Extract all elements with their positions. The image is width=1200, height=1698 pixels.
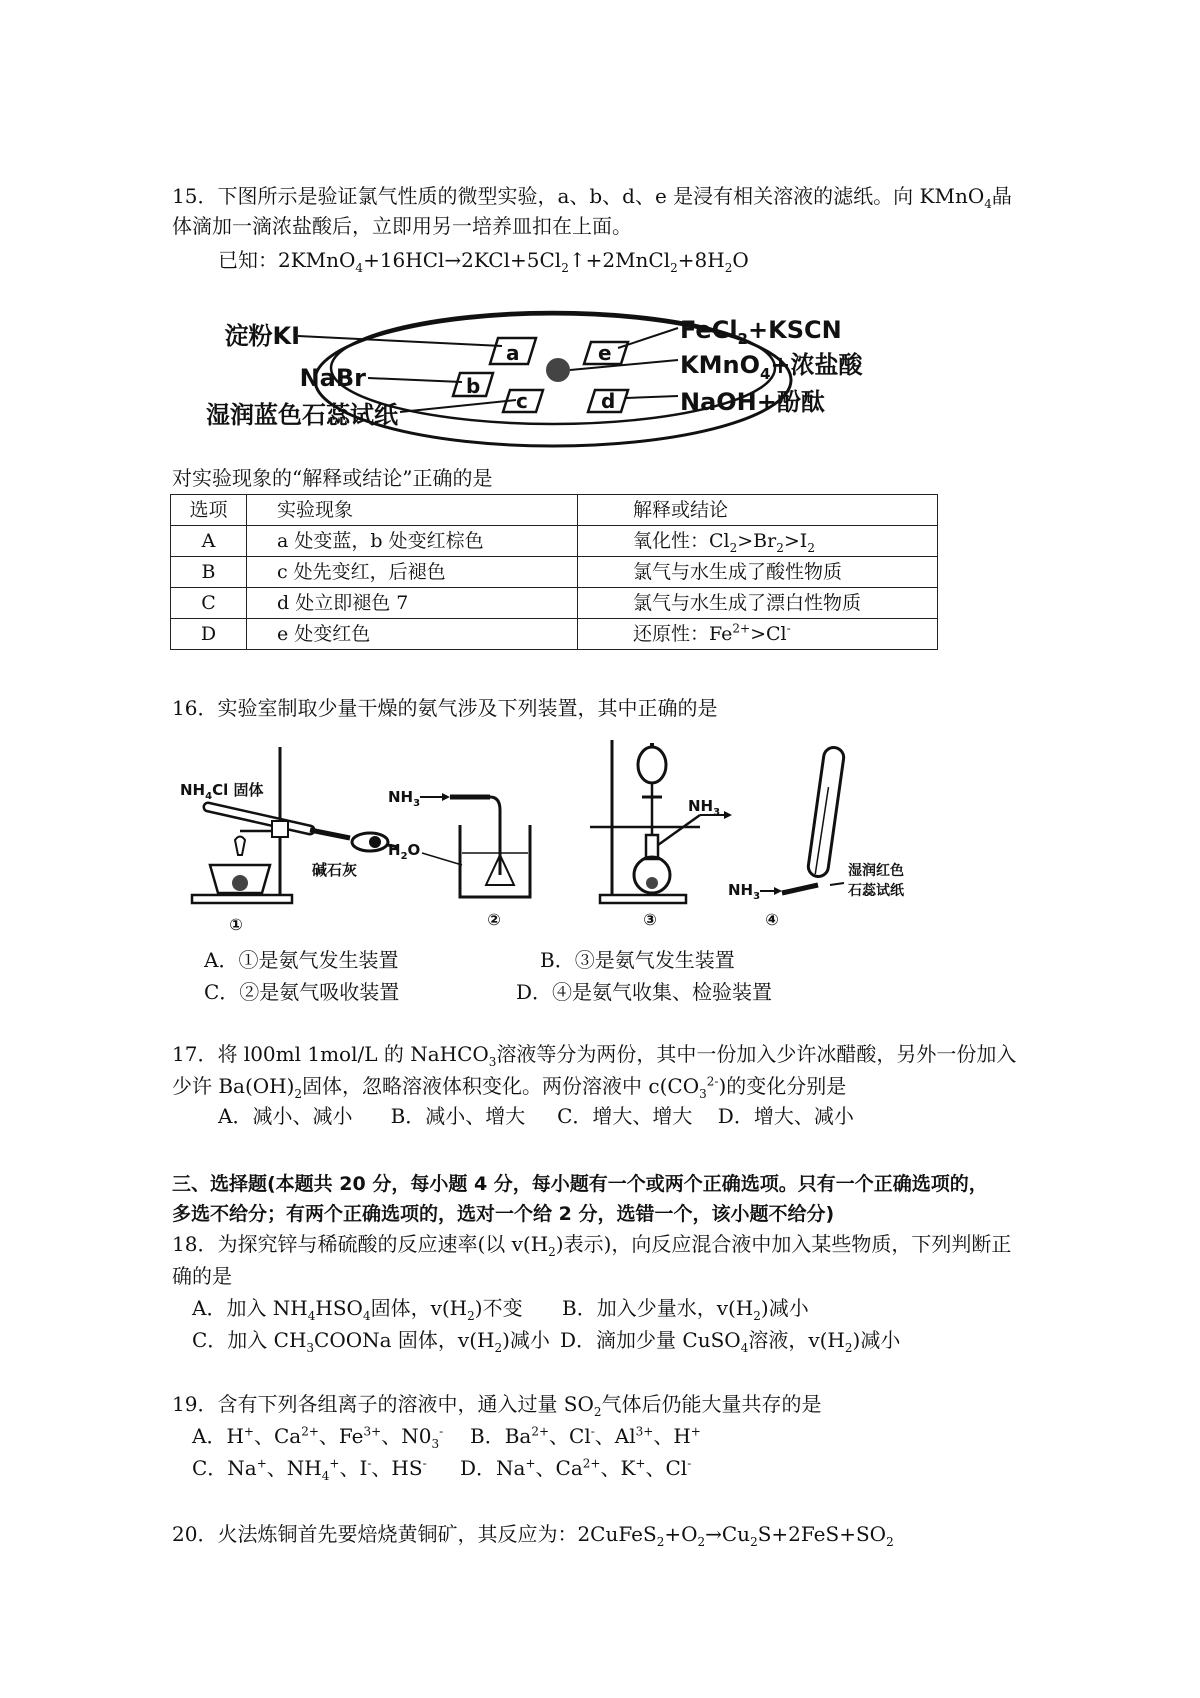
- section3-line1: 三、选择题(本题共 20 分，每小题 4 分，每小题有一个或两个正确选项。只有一个正确选项的，: [172, 1173, 988, 1195]
- apparatus-num-3: ③: [643, 910, 657, 929]
- label-nh3-4: $NH_3$: [728, 881, 761, 902]
- q17-line2: 少许 $Ba(OH)_2$固体，忽略溶液体积变化。两份溶液中 $c(CO_3^{2-})$的变化分别是: [172, 1074, 847, 1101]
- petri-dish-figure: [188, 308, 908, 458]
- table-cell: D: [171, 619, 247, 650]
- table-row: [171, 619, 938, 650]
- table-header-row: [171, 495, 938, 526]
- q15-table: [170, 494, 938, 650]
- paper-c-label: c: [516, 389, 528, 413]
- q18-line2: 确的是: [172, 1264, 232, 1288]
- table-header-cell: 实验现象: [247, 495, 578, 526]
- apparatus-2: [388, 788, 530, 929]
- q18-line1: 18．为探究锌与稀硫酸的反应速率(以 $v(H_2)$表示)，向反应混合液中加入某些物质，下列判断正: [172, 1232, 1012, 1259]
- table-row: [171, 588, 938, 619]
- apparatus-num-4: ④: [765, 910, 779, 929]
- kmno4-crystal: [546, 358, 570, 382]
- q18-option-b: B．加入少量水，$v(H_2)$减小: [562, 1296, 809, 1323]
- label-naoh-phenol: NaOH+酚酞: [680, 388, 825, 416]
- apparatus-1: [180, 747, 398, 934]
- apparatus-4: [728, 746, 905, 929]
- table-header-cell: 解释或结论: [578, 495, 938, 526]
- table-cell: 氯气与水生成了漂白性物质: [578, 588, 938, 619]
- apparatus-figure: [180, 735, 980, 935]
- q16-stem: 16．实验室制取少量干燥的氨气涉及下列装置，其中正确的是: [172, 696, 718, 720]
- paper-d-label: d: [601, 389, 616, 413]
- table-cell: e 处变红色: [247, 619, 578, 650]
- q16-option-c: C．②是氨气吸收装置: [204, 980, 400, 1004]
- q15-table-caption: 对实验现象的“解释或结论”正确的是: [172, 466, 493, 490]
- q19-stem: 19．含有下列各组离子的溶液中，通入过量 $SO_2$气体后仍能大量共存的是: [172, 1392, 822, 1419]
- label-nh3-3: $NH_3$: [688, 797, 721, 818]
- q15-line1: 15．下图所示是验证氯气性质的微型实验，a、b、d、e 是浸有相关溶液的滤纸。向 KMnO$_4$晶: [172, 184, 1012, 211]
- q16-option-d: D．④是氨气收集、检验装置: [516, 980, 773, 1004]
- table-cell: 氧化性：$Cl_2>Br_2>I_2$: [578, 526, 938, 557]
- q16-option-b: B．③是氨气发生装置: [540, 948, 735, 972]
- q19-option-a: A．H+、$Ca^{2+}$、$Fe^{3+}$、$N0_3^-$: [192, 1424, 444, 1451]
- q18-option-c: C．加入 $CH_3COONa$ 固体，$v(H_2)$减小: [192, 1328, 550, 1355]
- label-nabr: NaBr: [299, 364, 366, 392]
- label-h2o: $H_2O$: [388, 841, 421, 862]
- q19-option-c: C．Na+、$NH_4^+$、I-、HS-: [192, 1456, 427, 1483]
- table-cell: A: [171, 526, 247, 557]
- q18-option-a: A．加入 $NH_4HSO_4$固体，$v(H_2)$不变: [192, 1296, 523, 1323]
- label-red-litmus-2: 石蕊试纸: [848, 883, 904, 899]
- table-cell: d 处立即褪色 7: [247, 588, 578, 619]
- table-header-cell: 选项: [171, 495, 247, 526]
- section3-line2: 多选不给分；有两个正确选项的，选对一个给 2 分，选错一个，该小题不给分): [172, 1203, 835, 1225]
- table-row: [171, 557, 938, 588]
- label-fecl2-kscn: FeCl$_2$+KSCN: [680, 316, 842, 348]
- table-cell: C: [171, 588, 247, 619]
- q20-stem: 20．火法炼铜首先要焙烧黄铜矿，其反应为：$2CuFeS_2+O_2\to Cu_2S+2FeS+SO_2$: [172, 1522, 894, 1549]
- label-kmno4-hcl: KMnO$_4$+浓盐酸: [680, 351, 863, 383]
- table-cell: 还原性：$Fe^{2+}>Cl^-$: [578, 619, 938, 650]
- table-cell: c 处先变红，后褪色: [247, 557, 578, 588]
- table-cell: B: [171, 557, 247, 588]
- q15-line2: 体滴加一滴浓盐酸后，立即用另一培养皿扣在上面。: [172, 214, 632, 238]
- table-cell: a 处变蓝，b 处变红棕色: [247, 526, 578, 557]
- q19-option-d: D．Na+、$Ca^{2+}$、K+、Cl-: [460, 1456, 692, 1480]
- label-soda-lime: 碱石灰: [312, 861, 358, 879]
- table-row: [171, 526, 938, 557]
- q16-option-a: A．①是氨气发生装置: [204, 948, 399, 972]
- paper-e-label: e: [598, 341, 612, 365]
- apparatus-3: [590, 740, 732, 929]
- q19-option-b: B．$Ba^{2+}$、Cl-、$Al^{3+}$、H+: [470, 1424, 701, 1448]
- q15-known-equation: 已知：$2KMnO_4+16HCl\to 2KCl+5Cl_2↑+2MnCl_2+8H_2O$: [218, 248, 749, 275]
- apparatus-num-2: ②: [487, 910, 501, 929]
- label-nh3-2: $NH_3$: [388, 788, 421, 809]
- label-blue-litmus: 湿润蓝色石蕊试纸: [206, 401, 398, 429]
- paper-b-label: b: [466, 374, 481, 398]
- apparatus-num-1: ①: [229, 915, 243, 934]
- q18-option-d: D．滴加少量 CuSO$_4$溶液，$v(H_2)$减小: [560, 1328, 901, 1355]
- paper-a-label: a: [506, 341, 520, 365]
- label-starch-ki: 淀粉KI: [224, 322, 300, 350]
- label-nh4cl-solid: $NH_4Cl$ 固体: [180, 781, 264, 802]
- q17-options: A．减小、减小 B．减小、增大 C．增大、增大 D．增大、减小: [218, 1104, 854, 1128]
- q17-line1: 17．将 l00ml 1mol/L 的 NaHCO$_3$溶液等分为两份，其中一份加入少许冰醋酸，另外一份加入: [172, 1042, 1017, 1069]
- label-red-litmus-1: 湿润红色: [848, 863, 904, 879]
- table-cell: 氯气与水生成了酸性物质: [578, 557, 938, 588]
